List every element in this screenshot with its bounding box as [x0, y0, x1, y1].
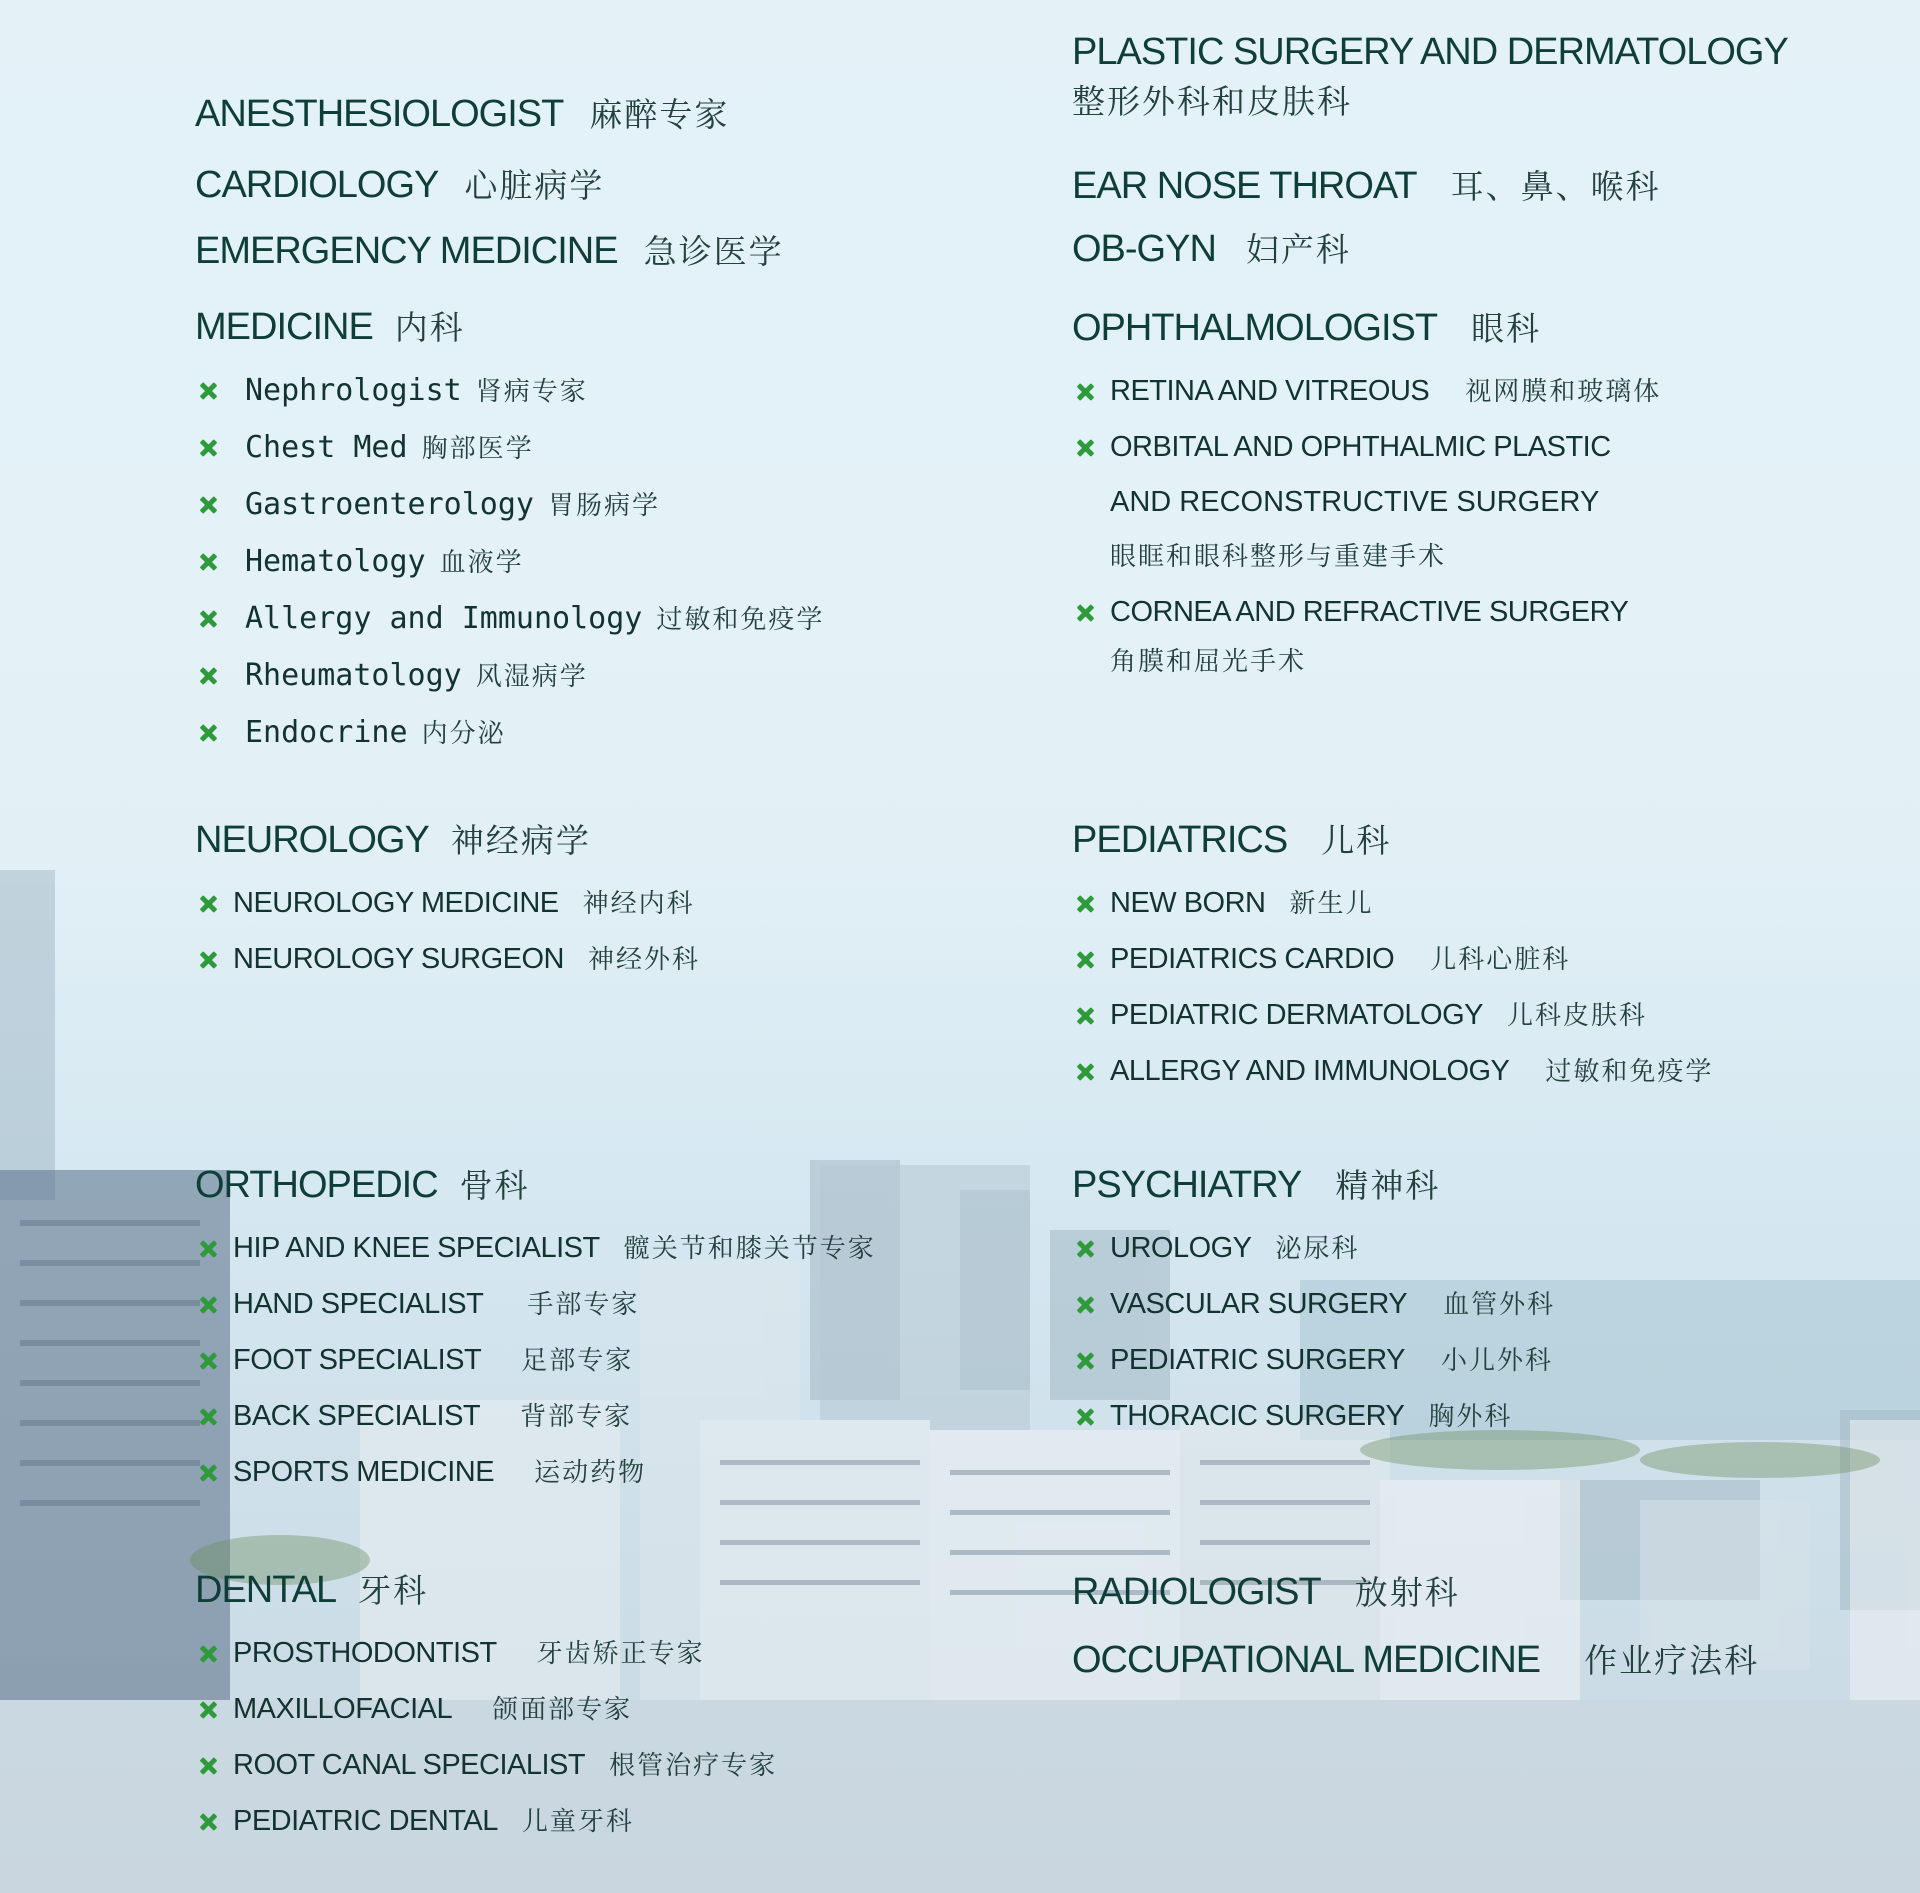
list-item-continuation-cn: 角膜和屈光手术: [1110, 646, 1307, 677]
list-item: [195, 1389, 876, 1445]
item-name: PROSTHODONTIST: [233, 1636, 497, 1669]
dept-orthopedic: [195, 1163, 876, 1501]
list-item: [195, 1682, 777, 1738]
item-name-cn: 儿科心脏科: [1430, 944, 1571, 975]
item-name: Hematology: [245, 543, 426, 579]
sub-list: [1072, 1221, 1555, 1445]
list-item: [195, 534, 824, 591]
dept-anesthesiologist: [195, 92, 729, 138]
dept-name: DENTAL: [195, 1569, 337, 1611]
dept-heading: [1072, 818, 1713, 864]
dept-pediatrics: [1072, 818, 1713, 1100]
bullet-x-icon: [1075, 1002, 1095, 1028]
dept-neurology: [195, 818, 700, 988]
item-name: PEDIATRIC DERMATOLOGY: [1110, 998, 1483, 1031]
dept-name-cn: 心脏病学: [464, 166, 605, 205]
dept-name: PEDIATRICS: [1072, 819, 1288, 861]
bullet-x-icon: [1075, 1403, 1095, 1429]
bullet-x-icon: [198, 1403, 218, 1429]
dept-occupational-medicine: [1072, 1638, 1759, 1684]
item-name: CORNEA AND REFRACTIVE SURGERY: [1110, 595, 1629, 628]
bullet-x-icon: [198, 1696, 218, 1722]
item-name-cn: 手部专家: [527, 1289, 640, 1320]
dept-name: EAR NOSE THROAT: [1072, 165, 1417, 207]
item-name-cn: 过敏和免疫学: [656, 604, 825, 635]
list-item: [1072, 1044, 1713, 1100]
item-name-cn: 足部专家: [521, 1345, 634, 1376]
list-item: [1072, 420, 1661, 475]
dept-name: EMERGENCY MEDICINE: [195, 230, 618, 272]
dept-name: CARDIOLOGY: [195, 164, 439, 206]
dept-heading: [195, 818, 700, 864]
item-name: FOOT SPECIALIST: [233, 1343, 482, 1376]
sub-list: [195, 1626, 777, 1850]
bullet-x-icon: [1075, 434, 1095, 460]
dept-cardiology: [195, 163, 604, 209]
item-name: HAND SPECIALIST: [233, 1287, 484, 1320]
dept-psychiatry: [1072, 1163, 1555, 1445]
list-item: [195, 363, 824, 420]
item-name-cn: 过敏和免疫学: [1545, 1056, 1714, 1087]
dept-name-cn: 精神科: [1335, 1166, 1441, 1205]
item-name: NEW BORN: [1110, 886, 1266, 919]
item-name-cn: 血管外科: [1443, 1289, 1556, 1320]
bullet-x-icon: [1075, 599, 1095, 625]
dept-ent: [1072, 164, 1661, 210]
dept-radiologist: [1072, 1570, 1460, 1616]
item-name-cn: 小儿外科: [1440, 1345, 1553, 1376]
list-item-continuation-cn: 眼眶和眼科整形与重建手术: [1110, 541, 1447, 572]
list-item: [1072, 876, 1713, 932]
item-name-cn: 胃肠病学: [547, 490, 660, 521]
list-item: [195, 932, 700, 988]
item-name: PEDIATRICS CARDIO: [1110, 942, 1395, 975]
item-name-cn: 背部专家: [520, 1401, 633, 1432]
dept-name-cn: 儿科: [1321, 821, 1392, 860]
sub-list: [195, 363, 824, 762]
list-item: [195, 876, 700, 932]
list-item: [1072, 1333, 1555, 1389]
dept-heading: [195, 1163, 876, 1209]
item-name-cn: 胸部医学: [421, 433, 534, 464]
dept-name: OCCUPATIONAL MEDICINE: [1072, 1639, 1541, 1681]
item-name-cn: 神经外科: [587, 944, 700, 975]
bullet-x-icon: [198, 434, 218, 460]
item-name: NEUROLOGY SURGEON: [233, 942, 564, 975]
bullet-x-icon: [198, 662, 218, 688]
item-name: RETINA AND VITREOUS: [1110, 374, 1430, 407]
dept-name-cn: 作业疗法科: [1584, 1641, 1760, 1680]
item-name: Allergy and Immunology: [245, 600, 643, 636]
dept-dental: [195, 1568, 777, 1850]
list-item: [1072, 932, 1713, 988]
dept-heading: [1072, 306, 1661, 352]
dept-name-cn: 耳、鼻、喉科: [1450, 167, 1661, 206]
dept-name: NEUROLOGY: [195, 819, 429, 861]
sub-list: [195, 1221, 876, 1501]
list-item: [195, 705, 824, 762]
bullet-x-icon: [198, 890, 218, 916]
item-name-cn: 儿科皮肤科: [1507, 1000, 1648, 1031]
item-name: THORACIC SURGERY: [1110, 1399, 1405, 1432]
item-name: ALLERGY AND IMMUNOLOGY: [1110, 1054, 1510, 1087]
list-item: [195, 1738, 777, 1794]
item-name-cn: 根管治疗专家: [609, 1750, 778, 1781]
dept-name: MEDICINE: [195, 306, 373, 348]
dept-name: PLASTIC SURGERY AND DERMATOLOGY: [1072, 31, 1788, 73]
bullet-x-icon: [1075, 890, 1095, 916]
item-name: PEDIATRIC DENTAL: [233, 1804, 498, 1837]
item-name: VASCULAR SURGERY: [1110, 1287, 1408, 1320]
dept-name-cn: 急诊医学: [643, 232, 784, 271]
list-item: [195, 1445, 876, 1501]
dept-name: ANESTHESIOLOGIST: [195, 93, 564, 135]
dept-obgyn: [1072, 227, 1351, 273]
item-name: SPORTS MEDICINE: [233, 1455, 495, 1488]
item-name: Endocrine: [245, 714, 408, 750]
list-item: [1072, 364, 1661, 420]
list-item-continuation: AND RECONSTRUCTIVE SURGERY: [1110, 485, 1600, 518]
list-item: [1072, 1221, 1555, 1277]
item-name-cn: 泌尿科: [1275, 1233, 1360, 1264]
item-name: PEDIATRIC SURGERY: [1110, 1343, 1405, 1376]
item-name: ORBITAL AND OPHTHALMIC PLASTIC: [1110, 430, 1611, 463]
dept-heading: [195, 305, 824, 351]
item-name-cn: 髋关节和膝关节专家: [623, 1233, 876, 1264]
item-name: BACK SPECIALIST: [233, 1399, 481, 1432]
item-name: ROOT CANAL SPECIALIST: [233, 1748, 586, 1781]
list-item: [195, 648, 824, 705]
dept-name: OB-GYN: [1072, 228, 1216, 270]
bullet-x-icon: [198, 1640, 218, 1666]
dept-heading: [195, 1568, 777, 1614]
bullet-x-icon: [198, 1291, 218, 1317]
dept-name-cn: 麻醉专家: [589, 95, 730, 134]
item-name-cn: 牙齿矫正专家: [536, 1638, 705, 1669]
sub-list: [1072, 364, 1661, 685]
list-item: [195, 591, 824, 648]
dept-plastic-surgery: [1072, 30, 1788, 121]
item-name-cn: 视网膜和玻璃体: [1465, 376, 1662, 407]
dept-name-cn: 牙科: [358, 1571, 429, 1610]
item-name: MAXILLOFACIAL: [233, 1692, 453, 1725]
bullet-x-icon: [1075, 378, 1095, 404]
list-item: [195, 477, 824, 534]
dept-name-cn: 妇产科: [1245, 230, 1351, 269]
list-item: [195, 1794, 777, 1850]
item-name: Nephrologist: [245, 372, 462, 408]
bullet-x-icon: [1075, 1058, 1095, 1084]
bullet-x-icon: [198, 1235, 218, 1261]
list-item: [1072, 988, 1713, 1044]
item-name-cn: 内分泌: [421, 718, 506, 749]
bullet-x-icon: [198, 946, 218, 972]
item-name-cn: 血液学: [439, 547, 524, 578]
sub-list: [195, 876, 700, 988]
item-name-cn: 运动药物: [534, 1457, 647, 1488]
bullet-x-icon: [198, 1752, 218, 1778]
item-name-cn: 儿童牙科: [521, 1806, 634, 1837]
item-name: Gastroenterology: [245, 486, 534, 522]
dept-ophthalmologist: [1072, 306, 1661, 685]
item-name: HIP AND KNEE SPECIALIST: [233, 1231, 600, 1264]
bullet-x-icon: [1075, 1235, 1095, 1261]
dept-name: PSYCHIATRY: [1072, 1164, 1302, 1206]
bullet-x-icon: [198, 605, 218, 631]
dept-name-cn: 内科: [394, 308, 465, 347]
item-name: NEUROLOGY MEDICINE: [233, 886, 559, 919]
bullet-x-icon: [1075, 1347, 1095, 1373]
dept-name-cn: 放射科: [1354, 1573, 1460, 1612]
item-name-cn: 风湿病学: [475, 661, 588, 692]
dept-medicine: [195, 305, 824, 762]
bullet-x-icon: [198, 1808, 218, 1834]
item-name: UROLOGY: [1110, 1231, 1252, 1264]
item-name-cn: 胸外科: [1428, 1401, 1513, 1432]
item-name: Chest Med: [245, 429, 408, 465]
dept-name: ORTHOPEDIC: [195, 1164, 438, 1206]
dept-name-cn: 眼科: [1471, 309, 1542, 348]
bullet-x-icon: [198, 1347, 218, 1373]
dept-name-cn: 神经病学: [450, 821, 591, 860]
list-item: [195, 1333, 876, 1389]
dept-heading: [1072, 1163, 1555, 1209]
bullet-x-icon: [198, 491, 218, 517]
bullet-x-icon: [198, 377, 218, 403]
item-name-cn: 肾病专家: [475, 376, 588, 407]
item-name-cn: 神经内科: [582, 888, 695, 919]
list-item: [1072, 1277, 1555, 1333]
bullet-x-icon: [198, 719, 218, 745]
dept-emergency: [195, 229, 784, 275]
list-item: [195, 1626, 777, 1682]
list-item: [195, 1277, 876, 1333]
list-item: [195, 1221, 876, 1277]
bullet-x-icon: [1075, 1291, 1095, 1317]
dept-name: OPHTHALMOLOGIST: [1072, 307, 1438, 349]
item-name-cn: 颌面部专家: [492, 1694, 633, 1725]
bullet-x-icon: [1075, 946, 1095, 972]
item-name-cn: 新生儿: [1289, 888, 1374, 919]
list-item: [1072, 1389, 1555, 1445]
list-item: [1072, 585, 1661, 640]
item-name: Rheumatology: [245, 657, 462, 693]
list-item: [195, 420, 824, 477]
bullet-x-icon: [198, 1459, 218, 1485]
bullet-x-icon: [198, 548, 218, 574]
dept-name-cn: 骨科: [459, 1166, 530, 1205]
dept-name: RADIOLOGIST: [1072, 1571, 1321, 1613]
sub-list: [1072, 876, 1713, 1100]
dept-name-cn: 整形外科和皮肤科: [1072, 81, 1352, 121]
